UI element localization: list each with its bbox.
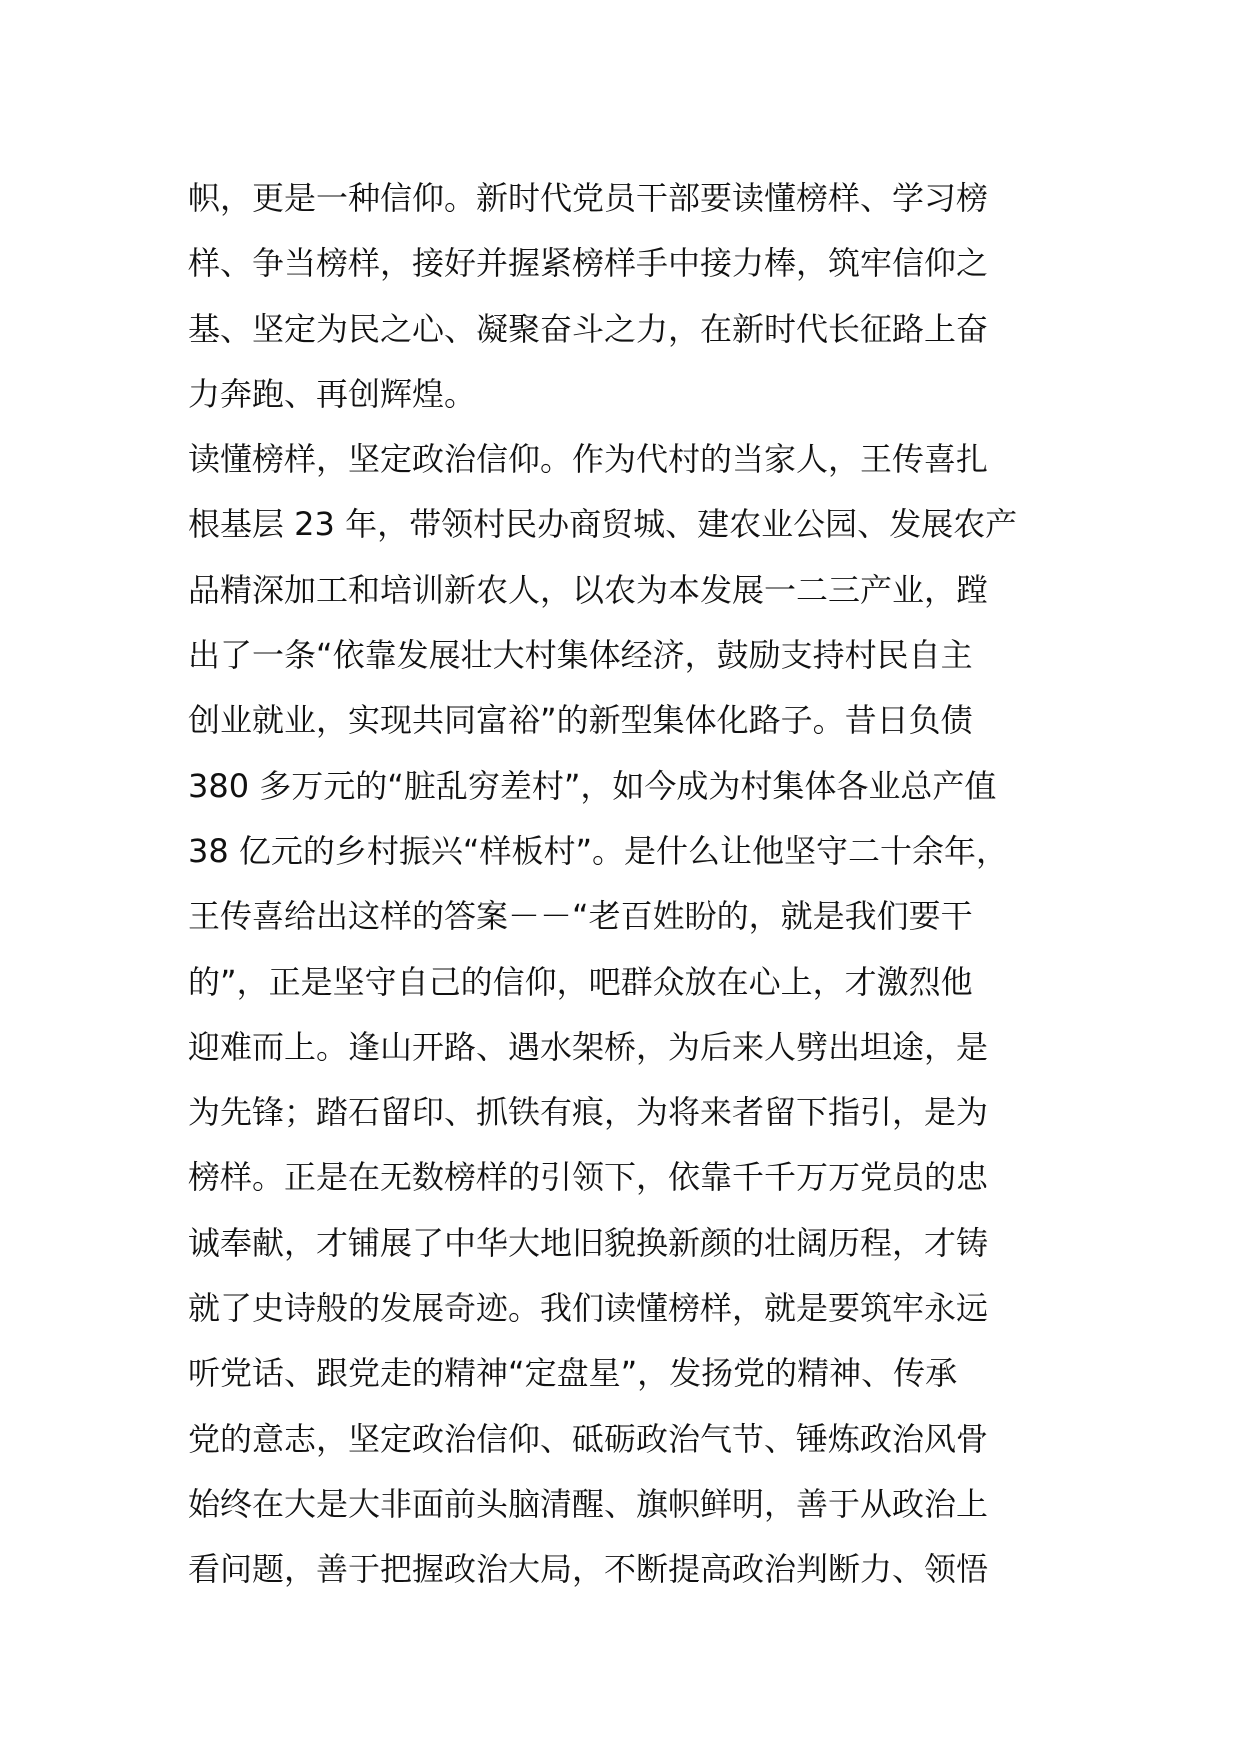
- text-line: 力奔跑、再创辉煌。: [188, 374, 477, 413]
- body-text: [188, 166, 1108, 1603]
- text-line: 就了史诗般的发展奇迹。我们读懂榜样，就是要筑牢永远: [188, 1289, 989, 1328]
- text-line: 出了一条“依靠发展壮大村集体经济，鼓励支持村民自主: [188, 636, 973, 675]
- text-line: 基、坚定为民之心、凝聚奋斗之力，在新时代长征路上奋: [188, 309, 989, 348]
- text-line: 38 亿元的乡村振兴“样板村”。是什么让他坚守二十余年，: [188, 831, 1009, 870]
- text-line: 帜，更是一种信仰。新时代党员干部要读懂榜样、学习榜: [188, 179, 989, 217]
- text-line: 听党话、跟党走的精神“定盘星”，发扬党的精神、传承: [188, 1354, 958, 1393]
- text-line: 诚奉献，才铺展了中华大地旧貌换新颜的壮阔历程，才铸: [188, 1223, 989, 1262]
- text-line: 创业就业，实现共同富裕”的新型集体化路子。昔日负债: [188, 701, 973, 740]
- text-line: 党的意志，坚定政治信仰、砥砺政治气节、锤炼政治风骨: [188, 1419, 989, 1458]
- paragraph-start-line: 读懂榜样，坚定政治信仰。作为代村的当家人，王传喜扎: [188, 440, 989, 479]
- text-line: 的”，正是坚守自己的信仰，吧群众放在心上，才激烈他: [188, 962, 973, 1001]
- text-line: 王传喜给出这样的答案－－“老百姓盼的，就是我们要干: [188, 897, 973, 936]
- text-line: 迎难而上。逢山开路、遇水架桥，为后来人劈出坦途，是: [188, 1027, 989, 1066]
- text-line: 380 多万元的“脏乱穷差村”，如今成为村集体各业总产值: [188, 766, 997, 805]
- text-line: 根基层 23 年，带领村民办商贸城、建农业公园、发展农产: [188, 505, 1018, 544]
- text-line: 品精深加工和培训新农人，以农为本发展一二三产业，蹚: [188, 570, 989, 609]
- text-line: 看问题，善于把握政治大局，不断提高政治判断力、领悟: [188, 1550, 989, 1589]
- text-line: 样、争当榜样，接好并握紧榜样手中接力棒，筑牢信仰之: [188, 244, 989, 283]
- text-line: 榜样。正是在无数榜样的引领下，依靠千千万万党员的忠: [188, 1158, 989, 1197]
- text-line: 始终在大是大非面前头脑清醒、旗帜鲜明，善于从政治上: [188, 1484, 989, 1523]
- text-line: 为先锋；踏石留印、抓铁有痕，为将来者留下指引，是为: [188, 1093, 989, 1132]
